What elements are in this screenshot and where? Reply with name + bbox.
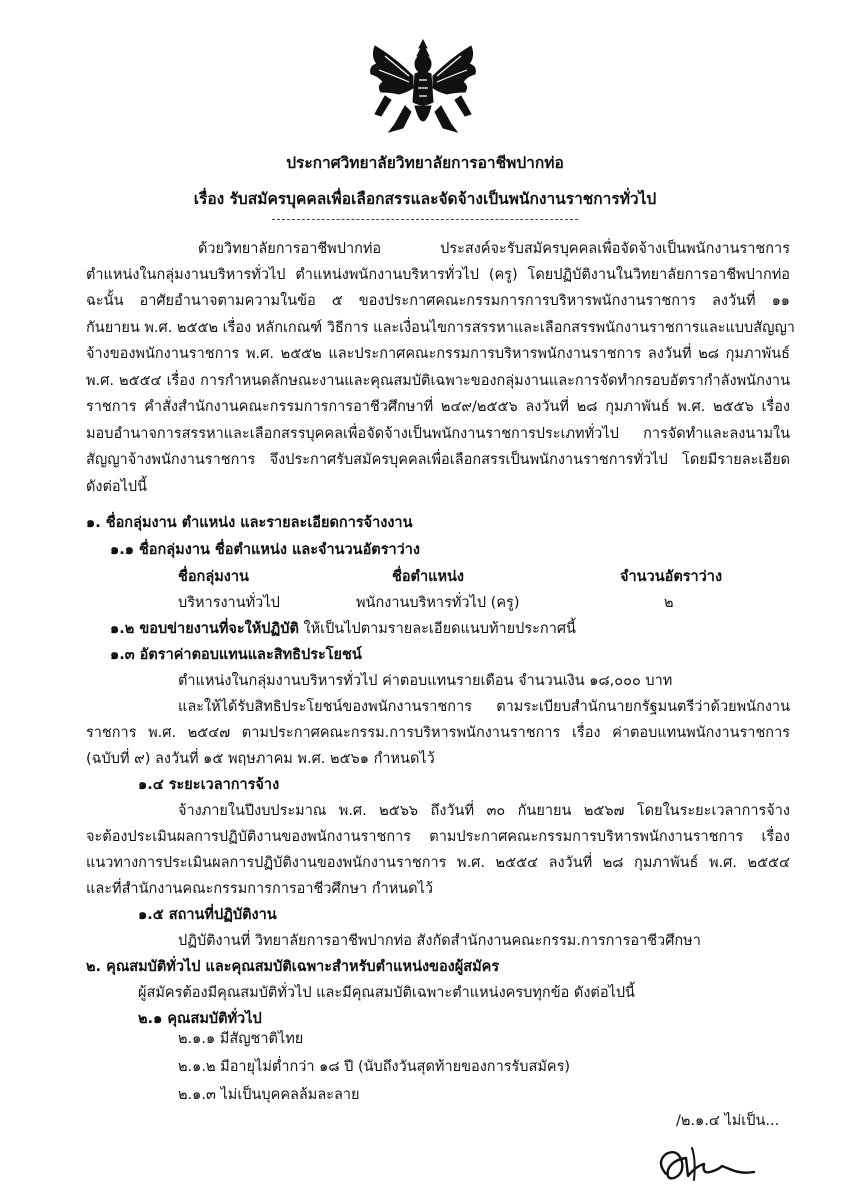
garuda-emblem-icon bbox=[365, 36, 481, 138]
section2-heading: ๒. คุณสมบัติทั่วไป และคุณสมบัติเฉพาะสำหรับตำแหน่งของผู้สมัคร bbox=[86, 959, 500, 975]
subsection-1-2-heading: ๑.๒ ขอบข่ายงานที่จะให้ปฏิบัติ bbox=[110, 621, 299, 637]
compensation-line: ตำแหน่งในกลุ่มงานบริหารทั่วไป ค่าตอบแทนรายเดือน จำนวนเงิน ๑๘,๐๐๐ บาท bbox=[178, 673, 673, 689]
document-title: ประกาศวิทยาลัยวิทยาลัยการอาชีพปากท่อ bbox=[286, 154, 564, 172]
intro-line: ดังต่อไปนี้ bbox=[86, 479, 148, 495]
intro-line: ตำแหน่งในกลุ่มงานบริหารทั่วไป ตำแหน่งพนักงานบริหารทั่วไป (ครู) โดยปฏิบัติงานในวิทยาลัยการอาชีพปากท่อ bbox=[86, 267, 790, 283]
title-divider bbox=[272, 219, 578, 220]
workplace-line: ปฏิบัติงานที่ วิทยาลัยการอาชีพปากท่อ สังกัดสำนักงานคณะกรรม.การการอาชีวศึกษา bbox=[178, 933, 701, 949]
qualification-item: ๒.๑.๒ มีอายุไม่ต่ำกว่า ๑๘ ปี (นับถึงวันสุดท้ายของการรับสมัคร) bbox=[178, 1059, 571, 1075]
intro-line: สัญญาจ้างพนักงานราชการ จึงประกาศรับสมัครบุคคลเพื่อเลือกสรรเป็นพนักงานราชการทั่วไป โดยมีรายละเอียด bbox=[86, 452, 790, 468]
section2-intro: ผู้สมัครต้องมีคุณสมบัติทั่วไป และมีคุณสมบัติเฉพาะตำแหน่งครบทุกข้อ ดังต่อไปนี้ bbox=[138, 985, 635, 1001]
compensation-line: (ฉบับที่ ๙) ลงวันที่ ๑๕ พฤษภาคม พ.ศ. ๒๕๖๑ กำหนดไว้ bbox=[86, 751, 435, 767]
table-header-group: ชื่อกลุ่มงาน bbox=[178, 569, 249, 585]
section1-heading: ๑. ชื่อกลุ่มงาน ตำแหน่ง และรายละเอียดการจ้างงาน bbox=[86, 515, 413, 531]
subsection-1-2 bbox=[110, 620, 576, 638]
intro-line: ฉะนั้น อาศัยอำนาจตามความในข้อ ๕ ของประกาศคณะกรรมการการบริหารพนักงานราชการ ลงวันที่ ๑๑ bbox=[86, 293, 790, 309]
intro-line: พ.ศ. ๒๕๕๔ เรื่อง การกำหนดลักษณะงานและคุณสมบัติเฉพาะของกลุ่มงานและการจัดทำกรอบอัตรากำลังพนักงาน bbox=[86, 373, 790, 389]
employment-period-line: จ้างภายในปีงบประมาณ พ.ศ. ๒๕๖๖ ถึงวันที่ ๓๐ กันยายน ๒๕๖๗ โดยในระยะเวลาการจ้าง bbox=[178, 803, 790, 819]
table-cell-position: พนักงานบริหารทั่วไป (ครู) bbox=[356, 595, 520, 611]
signature-icon bbox=[652, 1140, 760, 1188]
document-subject: เรื่อง รับสมัครบุคคลเพื่อเลือกสรรและจัดจ้างเป็นพนักงานราชการทั่วไป bbox=[193, 190, 657, 208]
subsection-2-1-heading: ๒.๑ คุณสมบัติทั่วไป bbox=[138, 1011, 262, 1027]
employment-period-line: แนวทางการประเมินผลการปฏิบัติงานของพนักงานราชการ พ.ศ. ๒๕๕๔ ลงวันที่ ๒๘ กุมภาพันธ์ พ.ศ. ๒๕๕๔ bbox=[86, 855, 790, 871]
intro-line: ด้วยวิทยาลัยการอาชีพปากท่อ ประสงค์จะรับสมัครบุคคลเพื่อจัดจ้างเป็นพนักงานราชการ bbox=[198, 241, 790, 257]
intro-line: ราชการ คำสั่งสำนักงานคณะกรรมการการอาชีวศึกษาที่ ๒๔๙/๒๕๕๖ ลงวันที่ ๒๘ กุมภาพันธ์ พ.ศ. ๒๕๕๖ เรื่อง bbox=[86, 399, 790, 415]
table-header-position: ชื่อตำแหน่ง bbox=[392, 569, 465, 585]
subsection-1-2-text: ให้เป็นไปตามรายละเอียดแนบท้ายประกาศนี้ bbox=[298, 621, 576, 637]
table-cell-group: บริหารงานทั่วไป bbox=[178, 595, 280, 611]
compensation-line: และให้ได้รับสิทธิประโยชน์ของพนักงานราชการ ตามระเบียบสำนักนายกรัฐมนตรีว่าด้วยพนักงาน bbox=[178, 699, 790, 715]
continued-note: /๒.๑.๔ ไม่เป็น... bbox=[676, 1113, 780, 1129]
employment-period-line: และที่สำนักงานคณะกรรมการการอาชีวศึกษา กำหนดไว้ bbox=[86, 881, 434, 897]
compensation-line: ราชการ พ.ศ. ๒๕๔๗ ตามประกาศคณะกรรม.การบริหารพนักงานราชการ เรื่อง ค่าตอบแทนพนักงานราชการ bbox=[86, 725, 790, 741]
intro-line: มอบอำนาจการสรรหาและเลือกสรรบุคคลเพื่อจัดจ้างเป็นพนักงานราชการประเภททั่วไป การจัดทำและลงนามใน bbox=[86, 426, 790, 442]
qualification-item: ๒.๑.๑ มีสัญชาติไทย bbox=[178, 1031, 304, 1047]
subsection-1-4-heading: ๑.๔ ระยะเวลาการจ้าง bbox=[138, 777, 280, 793]
subsection-1-3-heading: ๑.๓ อัตราค่าตอบแทนและสิทธิประโยชน์ bbox=[110, 647, 362, 663]
qualification-item: ๒.๑.๓ ไม่เป็นบุคคลล้มละลาย bbox=[178, 1087, 360, 1103]
intro-line: จ้างของพนักงานราชการ พ.ศ. ๒๕๕๒ และประกาศคณะกรรมการบริหารพนักงานราชการ ลงวันที่ ๒๘ กุมภาพันธ์ bbox=[86, 346, 790, 362]
table-header-vacancies: จำนวนอัตราว่าง bbox=[620, 569, 723, 585]
subsection-1-1-heading: ๑.๑ ชื่อกลุ่มงาน ชื่อตำแหน่ง และจำนวนอัตราว่าง bbox=[110, 542, 421, 558]
employment-period-line: จะต้องประเมินผลการปฏิบัติงานของพนักงานราชการ ตามประกาศคณะกรรมการบริหารพนักงานราชการ เรื่อง bbox=[86, 829, 790, 845]
table-cell-vacancies: ๒ bbox=[664, 595, 674, 611]
subsection-1-5-heading: ๑.๕ สถานที่ปฏิบัติงาน bbox=[138, 907, 277, 923]
intro-line: กันยายน พ.ศ. ๒๕๕๒ เรื่อง หลักเกณฑ์ วิธีการ และเงื่อนไขการสรรหาและเลือกสรรพนักงานราชการและแบบสัญญา bbox=[86, 320, 795, 336]
